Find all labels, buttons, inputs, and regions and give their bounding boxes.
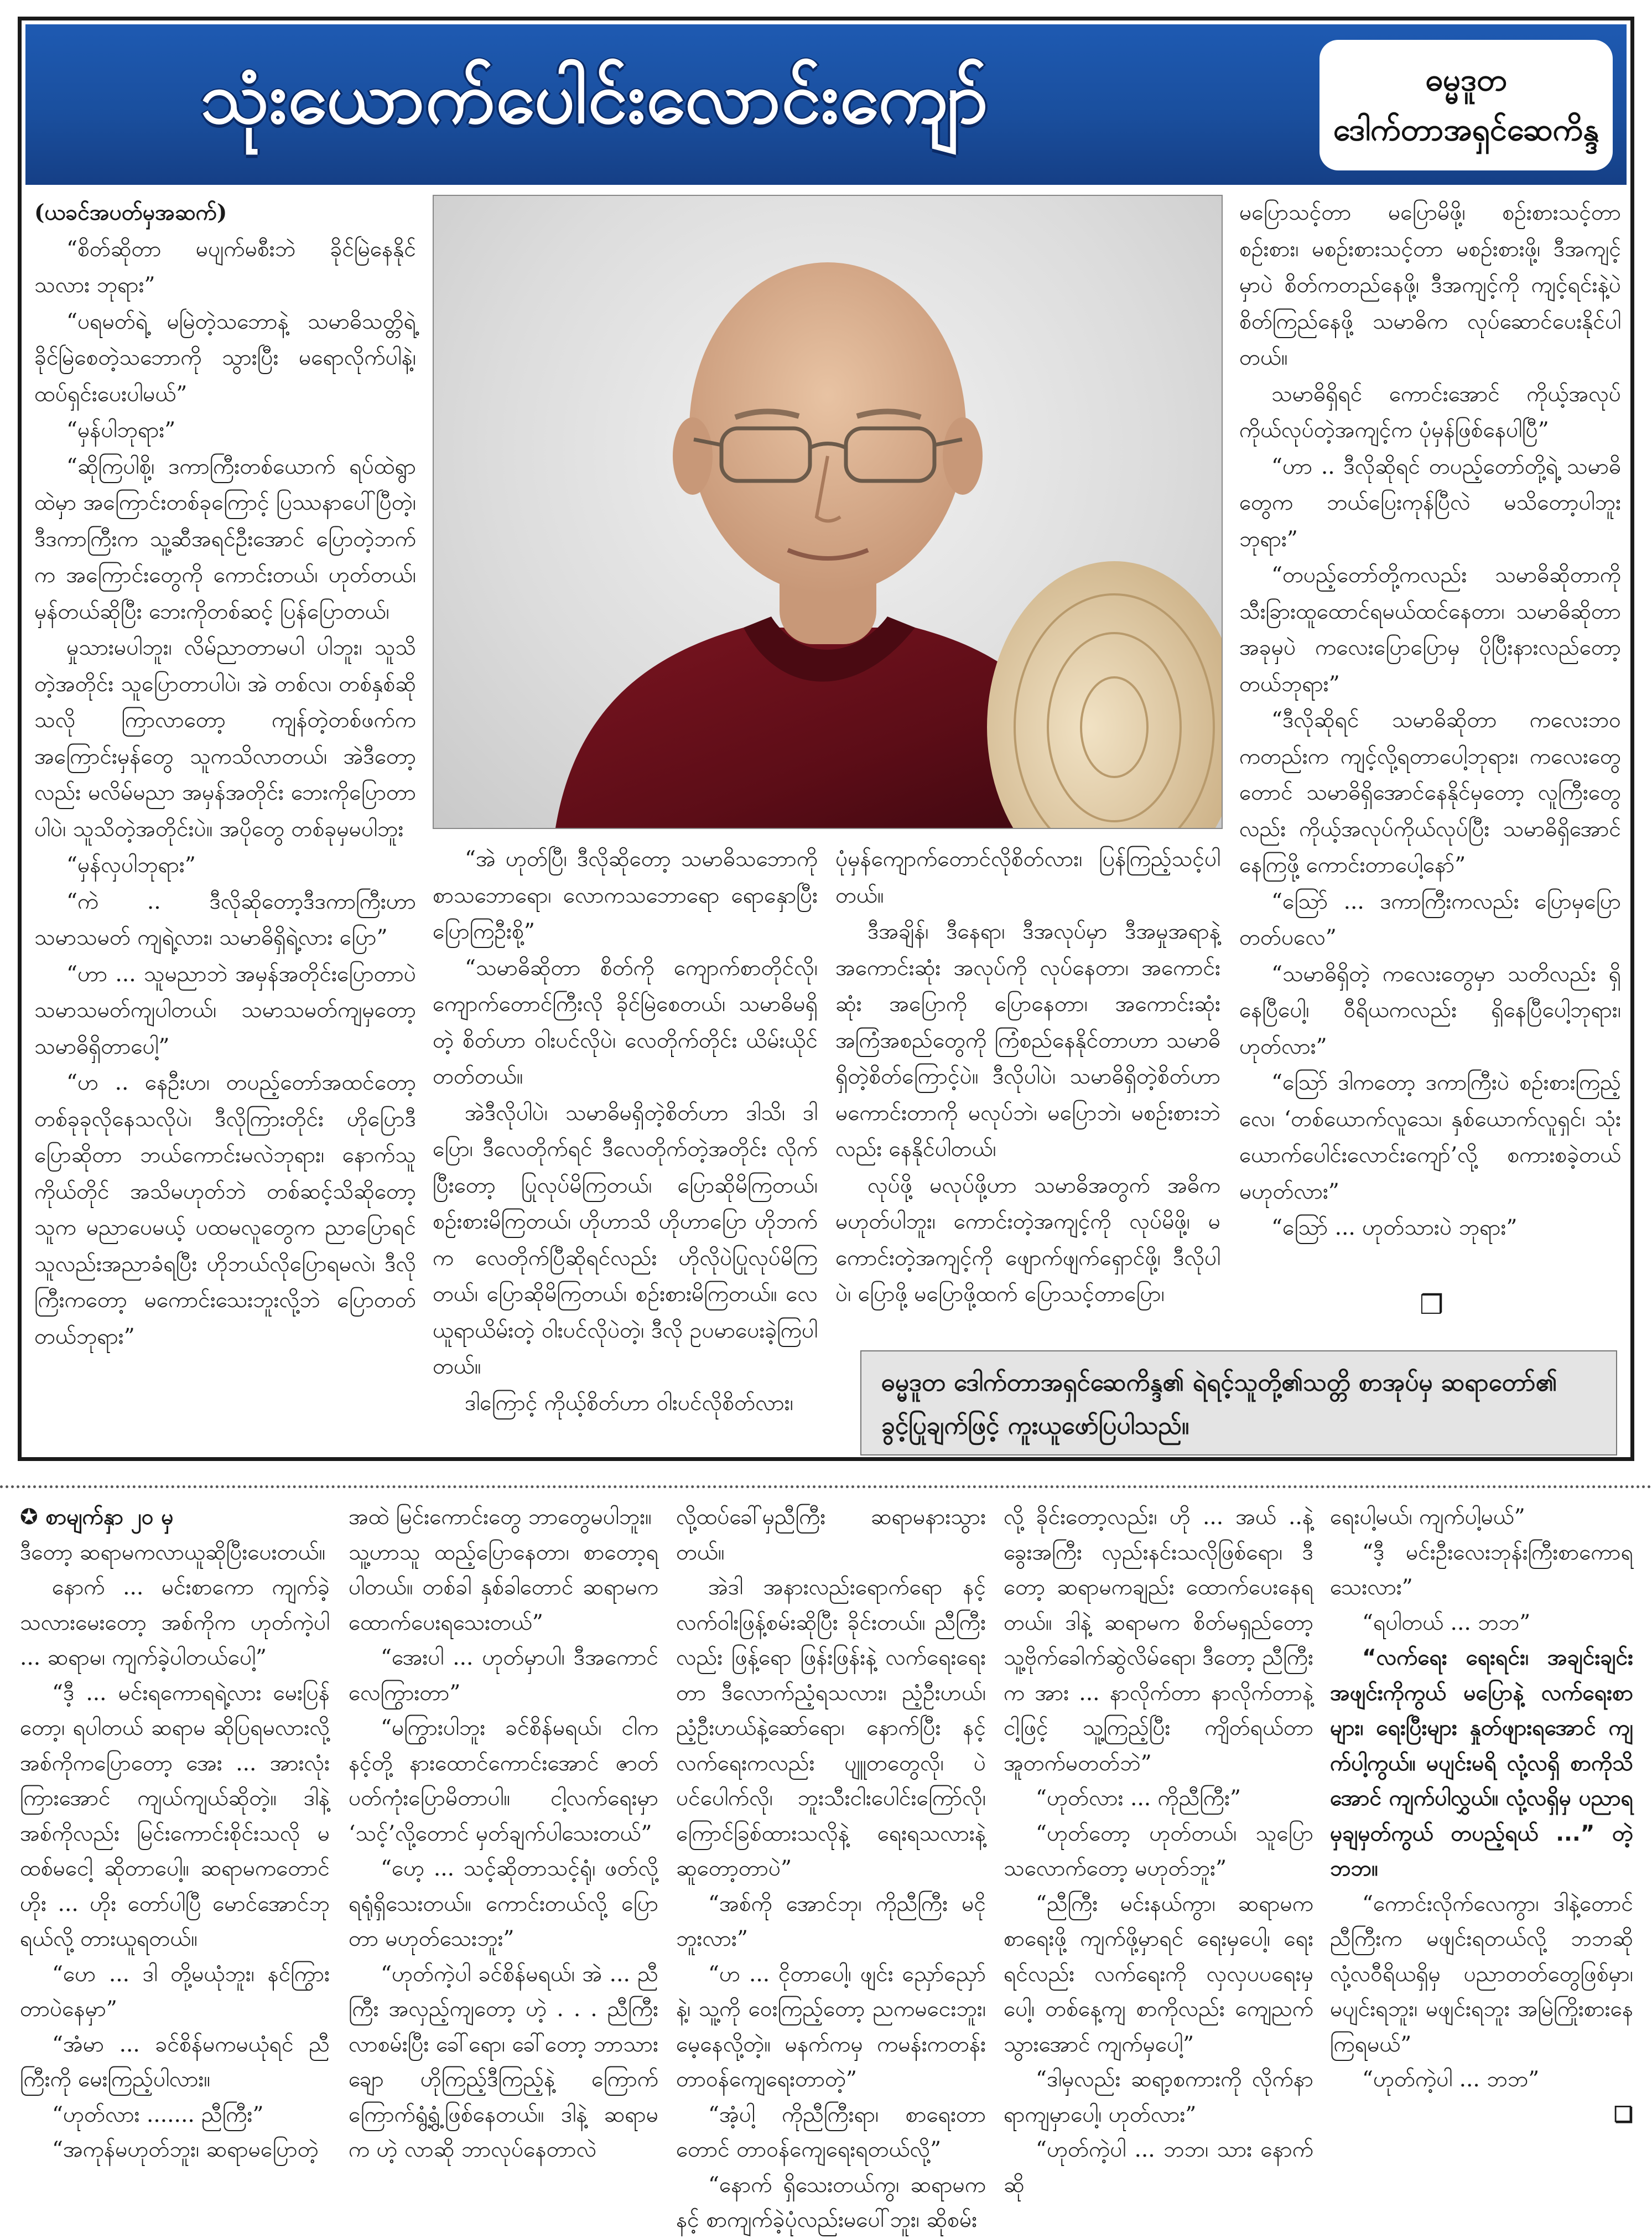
story-column-4 (1004, 1500, 1313, 2203)
article-column-4 (1239, 195, 1621, 1246)
continued-from: ✪ စာမျက်နှာ ၂၀ မှ (20, 1505, 174, 1530)
paragraph: “ဟုတ်ကဲ့ပါ ... ဘဘ” (1362, 2067, 1540, 2092)
paragraph: လုပ်ဖို့ မလုပ်ဖို့ဟာ သမာဓိအတွက် အဓိကမဟုတ်ပါဘူး၊ ကောင်းတဲ့အကျင့်ကို လုပ်မိဖို့၊ မကောင်းတဲ့အကျင့်ကို ဖျောက်ဖျက်ရှောင်ဖို့၊ ဒီလိုပါပဲ၊ ပြောဖို့ မပြောဖို့ထက် ပြောသင့်တာပြော၊ (835, 1173, 1220, 1307)
paragraph: “အကုန်မဟုတ်ဘူး၊ ဆရာမပြောတဲ့ (52, 2137, 319, 2162)
paragraph: နောက် ... မင်းစာကော ကျက်ခဲ့သလားမေးတော့ အစ်ကိုက ဟုတ်ကဲ့ပါ ... ဆရာမ၊ ကျက်ခဲ့ပါတယ်ပေါ့” (20, 1575, 330, 1670)
paragraph: “သြော် ... ဟုတ်သားပဲ ဘုရား” (1271, 1215, 1518, 1240)
article-title: သုံးယောက်ပေါင်းလောင်းကျော် (200, 56, 989, 139)
paragraph: “ပရမတ်ရဲ့ မမြဲတဲ့သဘောနဲ့ သမာဓိသတ္တိရဲ့ ခိုင်မြဲစေတဲ့သဘောကို သွားပြီး မရောလိုက်ပါနဲ့၊ ထပ်ရှင်းပေးပါမယ်” (34, 309, 416, 407)
paragraph: “သမာဓိရှိတဲ့ ကလေးတွေမှာ သတိလည်း ရှိနေပြီပေါ့၊ ဝီရိယကလည်း ရှိနေပြီပေါ့ဘုရား၊ ဟုတ်လား” (1239, 961, 1621, 1059)
paragraph: ရေးပါ့မယ်၊ ကျက်ပါ့မယ်” (1330, 1505, 1525, 1530)
paragraph: မပြောသင့်တာ မပြောမိဖို့၊ စဉ်းစားသင့်တာ စဉ်းစား၊ မစဉ်းစားသင့်တာ မစဉ်းစားဖို့၊ ဒီအကျင့်မှာပဲ စိတ်ကတည်နေဖို့၊ ဒီအကျင့်ကို ကျင့်ရင်းနဲ့ပဲ စိတ်ကြည်နေဖို့ သမာဓိက လုပ်ဆောင်ပေးနိုင်ပါတယ်။ (1239, 200, 1621, 370)
paragraph: “အေးပါ ... ဟုတ်မှာပါ၊ ဒီအကောင်လေကြွားတာ” (349, 1645, 658, 1706)
author-byline (1319, 40, 1613, 170)
source-caption: ဓမ္မဒူတ ဒေါက်တာအရှင်ဆေကိန္ဒ၏ ရဲရင့်သူတို့၏သတ္တိ စာအုပ်မှ ဆရာတော်၏ ခွင့်ပြုချက်ဖြင့် ကူးယူဖော်ပြပါသည်။ (860, 1350, 1617, 1455)
paragraph: “ဟ .. နေဦးဟ၊ တပည့်တော်အထင်တော့ တစ်ခုခုလိုနေသလိုပဲ၊ ဒီလိုကြားတိုင်း ဟိုပြောဒီပြောဆိုတာ ဘယ်ကောင်းမလဲဘုရား၊ နောက်သူကိုယ်တိုင် အသိမဟုတ်ဘဲ တစ်ဆင့်သိဆိုတော့ သူက မညာပေမယ့် ပထမလူတွေက ညာပြောရင် သူလည်းအညာခံရပြီး ဟိုဘယ်လိုပြောရမလဲ၊ ဒီလိုကြီးကတော့ မကောင်းသေးဘူးလို့ဘဲ ပြောတတ်တယ်ဘုရား” (34, 1070, 416, 1349)
paragraph: “အစ်ကို အောင်ဘု၊ ကိုညီကြီး မငိုဘူးလား” (676, 1891, 986, 1951)
paragraph: “ဟုတ်လား ....... ညီကြီး” (52, 2102, 264, 2127)
paragraph: “ဟေ့ ... သင့်ဆိုတာသင့်ရုံ၊ ဖတ်လို့ရရုံရှိသေးတယ်။ ကောင်းတယ်လို့ ပြောတာ မဟုတ်သေးဘူး” (349, 1856, 658, 1951)
paragraph: “ဟာ ... သူမညာဘဲ အမှန်အတိုင်းပြောတာပဲ သမာသမတ်ကျပါတယ်၊ သမာသမတ်ကျမှတော့ သမာဓိရှိတာပေါ့” (34, 961, 416, 1059)
story-column-2 (349, 1500, 658, 2168)
paragraph: သူ့ဟာသူ ထည့်ပြောနေတာ၊ စာတော့ရပါတယ်။ တစ်ခါ နှစ်ခါတောင် ဆရာမကထောက်ပေးရသေးတယ်” (349, 1540, 658, 1635)
paragraph: “ဟ ... ငိုတာပေါ့၊ ဖျင်း ညှော်ညှော်နဲ့၊ သူ့ကို ဝေးကြည့်တော့ ညကမငေးဘူး၊ မေ့နေလို့တဲ့။ မနက်ကမှ ကမန်းကတန်း တာဝန်ကျေရေးတာတဲ့” (676, 1961, 986, 2092)
article-column-2 (433, 841, 818, 1421)
paragraph: “ဟုတ်လား ... ကိုညီကြီး” (1036, 1786, 1241, 1811)
paragraph: မှုသားမပါဘူး၊ လိမ်ညာတာမပါ ပါဘူး၊ သူသိတဲ့အတိုင်း သူပြောတာပါပဲ၊ အဲ တစ်လ၊ တစ်နှစ်ဆိုသလို ကြာလာတော့ ကျန်တဲ့တစ်ဖက်က အကြောင်းမှန်တွေ သူကသိလာတယ်၊ အဲဒီတော့လည်း မလိမ်မညာ အမှန်အတိုင်း ဘေးကိုပြောတာပါပဲ၊ သူသိတဲ့အတိုင်းပဲ။ အပိုတွေ တစ်ခုမှမပါဘူး (34, 635, 416, 842)
paragraph: “ညီကြီး မင်းနယ်ကွာ၊ ဆရာမက စာရေးဖို့ ကျက်ဖို့မှာရင် ရေးမှပေါ့၊ ရေးရင်လည်း လက်ရေးကို လှလှပပရေးမှပေါ့၊ တစ်နေ့ကျ စာကိုလည်း ကျေညက်သွားအောင် ကျက်မှပေါ့” (1004, 1891, 1313, 2057)
paragraph: “မှန်ပါဘုရား” (66, 418, 176, 443)
paragraph: “အဲ ဟုတ်ပြီ၊ ဒီလိုဆိုတော့ သမာဓိသဘောကို စာသဘောရော၊ လောကသဘောရော ရောနှောပြီး ပြောကြဦးစို့” (433, 847, 818, 944)
paragraph: ဒါကြောင့် ကိုယ့်စိတ်ဟာ ဝါးပင်လိုစိတ်လား၊ (465, 1390, 793, 1416)
paragraph: “စိတ်ဆိုတာ မပျက်မစီးဘဲ ခိုင်မြဲနေနိုင်သလား ဘုရား” (34, 236, 416, 298)
paragraph: “ဒီ့ ... မင်းရကောရရဲ့လား မေးပြန်တော့၊ ရပါတယ် ဆရာမ ဆိုပြရမလားလို့ အစ်ကိုကပြောတော့ အေး ... အားလုံးကြားအောင် ကျယ်ကျယ်ဆိုတဲ့။ ဒါနဲ့ အစ်ကိုလည်း မြင်းကောင်းစိုင်းသလို မထစ်မငေါ့ ဆိုတာပေါ့။ ဆရာမကတောင် ဟိုး ... ဟိုး တော်ပါပြီ မောင်အောင်ဘုရယ်လို့ တားယူရတယ်။ (20, 1680, 330, 1951)
paragraph: “သမာဓိဆိုတာ စိတ်ကို ကျောက်စာတိုင်လို၊ ကျောက်တောင်ကြီးလို ခိုင်မြဲစေတယ်၊ သမာဓိမရှိတဲ့ စိတ်ဟာ ဝါးပင်လိုပဲ၊ လေတိုက်တိုင်း ယိမ်းယိုင်တတ်တယ်။ (433, 955, 818, 1089)
paragraph: “ဒီ့ မင်းဦးလေးဘုန်းကြီးစာကောရသေးလား” (1330, 1540, 1633, 1600)
paragraph: အဲဒါ အနားလည်းရောက်ရော နင့်လက်ဝါးဖြန့်စမ်းဆိုပြီး ခိုင်းတယ်။ ညီကြီးလည်း ဖြန့်ရော ဖြန်းဖြန်းနဲ့ လက်ရေးရေးတာ ဒီလောက်ညံ့ရသလား၊ ညံ့ဦးဟယ်၊ ညံ့ဦးဟယ်နဲ့ဆော်ရော၊ နောက်ပြီး နင့်လက်ရေးကလည်း ပျူတတွေလို၊ ပဲပင်ပေါက်လို၊ ဘူးသီးငါးပေါင်းကြော်လို၊ ကြောင်ခြစ်ထားသလိုနဲ့ ရေးရသလားနဲ့ ဆူတော့တာပဲ” (676, 1575, 986, 1881)
paragraph: လို့ထပ်ခေါ်မှညီကြီး ဆရာမနားသွားတယ်။ (676, 1505, 986, 1565)
paragraph: သမာဓိရှိရင် ကောင်းအောင် ကိုယ့်အလုပ်ကိုယ်လုပ်တဲ့အကျင့်က ပုံမှန်ဖြစ်နေပါပြီ” (1239, 381, 1621, 443)
paragraph: “မှန်လှပါဘုရား” (66, 853, 196, 878)
continued-note: (ယခင်အပတ်မှအဆက်) (34, 200, 227, 225)
paragraph: “ဟုတ်ကဲ့ပါ ခင်စိန်မရယ်၊ အဲ ... ညီကြီး အလှည့်ကျတော့ ဟဲ့ . . . ညီကြီး လာစမ်းပြီး ခေါ်ရော၊ ခေါ်တော့ ဘာသားချော ဟိုကြည့်ဒီကြည့်နဲ့ ကြောက်ကြောက်ရွံ့ရွံ့ဖြစ်နေတယ်။ ဒါနဲ့ ဆရာမက ဟဲ့ လာဆို ဘာလုပ်နေတာလဲ (349, 1961, 658, 2162)
story-end-mark: ❏ (1614, 2101, 1633, 2127)
paragraph: “ကောင်းလိုက်လေကွာ၊ ဒါနဲ့တောင် ညီကြီးက မဖျင်းရတယ်လို့ ဘဘဆို လုံ့လဝီရိယရှိမှ ပညာတတ်တွေဖြစ်မှာ၊ မပျင်းရဘူး၊ မဖျင်းရဘူး အမြဲကြိုးစားနေကြရမယ်” (1330, 1891, 1633, 2057)
paragraph: “သြော် ... ဒကာကြီးကလည်း ပြောမှပြောတတ်ပလေ” (1239, 889, 1621, 950)
paragraph: လို့ ခိုင်းတော့လည်း၊ ဟို ... အယ် ..နဲ့ ခွေးအကြီး လှည်းနင်းသလိုဖြစ်ရော၊ ဒီတော့ ဆရာမကချည်း ထောက်ပေးနေရတယ်။ ဒါနဲ့ ဆရာမက စိတ်မရှည်တော့ သူ့ဗိုက်ခေါက်ဆွဲလိမ်ရော၊ ဒီတော့ ညီကြီးက အား ... နာလိုက်တာ နာလိုက်တာနဲ့ ငါ့ဖြင့် သူ့ကြည့်ပြီး ကျိတ်ရယ်တာ အူတက်မတတ်ဘဲ” (1004, 1505, 1313, 1776)
paragraph: “ကဲ .. ဒီလိုဆိုတော့ဒီဒကာကြီးဟာ သမာသမတ် ကျရဲ့လား၊ သမာဓိရှိရဲ့လား ပြော” (34, 889, 416, 950)
portrait-photo (433, 195, 1223, 829)
paragraph: “နောက် ရှိသေးတယ်ကွ၊ ဆရာမက နင့် စာကျက်ခဲ့ပုံလည်းမပေါ်ဘူး၊ ဆိုစမ်း (676, 2172, 986, 2232)
section-divider (0, 1485, 1652, 1488)
monk-portrait-illustration (434, 196, 1222, 828)
article-column-1 (34, 195, 416, 1355)
paragraph: အဲဒီလိုပါပဲ၊ သမာဓိမရှိတဲ့စိတ်ဟာ ဒါသိ၊ ဒါပြော၊ ဒီလေတိုက်ရင် ဒီလေတိုက်တဲ့အတိုင်း လိုက်ပြီးတော့ ပြုလုပ်မိကြတယ်၊ ပြောဆိုမိကြတယ်၊ စဉ်းစားမိကြတယ်၊ ဟိုဟာသိ ဟိုဟာပြော ဟိုဘက်က လေတိုက်ပြီဆိုရင်လည်း ဟိုလိုပဲပြုလုပ်မိကြတယ်၊ ပြောဆိုမိကြတယ်၊ စဉ်းစားမိကြတယ်။ လေယူရာယိမ်းတဲ့ ဝါးပင်လိုပဲတဲ့၊ ဒီလို ဥပမာပေးခဲ့ကြပါတယ်။ (433, 1100, 818, 1379)
author-name: ဒေါက်တာအရှင်ဆေကိန္ဒ (1333, 112, 1599, 148)
article-end-mark: ❒ (1420, 1289, 1444, 1320)
paragraph: “ဟုတ်ကဲ့ပါ ... ဘဘ၊ သား နောက်ဆို (1004, 2137, 1313, 2198)
story-column-1 (20, 1500, 330, 2168)
story-column-5 (1330, 1500, 1633, 2132)
paragraph: “ဒီလိုဆိုရင် သမာဓိဆိုတာ ကလေးဘဝကတည်းက ကျင့်လို့ရတာပေါ့ဘုရား၊ ကလေးတွေတောင် သမာဓိရှိအောင်နေနိုင်မှတော့ လူကြီးတွေလည်း ကိုယ့်အလုပ်ကိုယ်လုပ်ပြီး သမာဓိရှိအောင်နေကြဖို့ ကောင်းတာပေါ့နော်” (1239, 708, 1621, 878)
paragraph: ဒီအချိန်၊ ဒီနေရာ၊ ဒီအလုပ်မှာ ဒီအမှုအရာနဲ့ အကောင်းဆုံး အလုပ်ကို လုပ်နေတာ၊ အကောင်းဆုံး အပြောကို ပြောနေတာ၊ အကောင်းဆုံး အကြံအစည်တွေကို ကြံစည်နေနိုင်တာဟာ သမာဓိရှိတဲ့စိတ်ကြောင့်ပဲ။ ဒီလိုပါပဲ၊ သမာဓိရှိတဲ့စိတ်ဟာ မကောင်းတာကို မလုပ်ဘဲ၊ မပြောဘဲ၊ မစဉ်းစားဘဲလည်း နေနိုင်ပါတယ်၊ (835, 919, 1220, 1162)
paragraph: “အံ့ပါ့ ကိုညီကြီးရာ၊ စာရေးတာတောင် တာဝန်ကျေရေးရတယ်လို့” (676, 2102, 986, 2162)
paragraph: “ဆိုကြပါစို့၊ ဒကာကြီးတစ်ယောက် ရပ်ထဲရွာထဲမှာ အကြောင်းတစ်ခုကြောင့် ပြဿနာပေါ်ပြီတဲ့၊ ဒီဒကာကြီးက သူ့ဆီအရင်ဦးအောင် ပြောတဲ့ဘက်က အကြောင်းတွေကို ကောင်းတယ်၊ ဟုတ်တယ်၊ မှန်တယ်ဆိုပြီး ဘေးကိုတစ်ဆင့် ပြန်ပြောတယ်၊ (34, 454, 416, 624)
paragraph: အထဲ မြင်းကောင်းတွေ ဘာတွေမပါဘူး။ (349, 1505, 652, 1530)
paragraph: ပုံမှန်ကျောက်တောင်လိုစိတ်လား၊ ပြန်ကြည့်သင့်ပါတယ်။ (835, 847, 1220, 908)
poem-verse: “လက်ရေး ရေးရင်း၊ အချင်းချင်း အဖျင်းကိုကွယ် မပြောနဲ့ လက်ရေးစာများ၊ ရေးပြီးများ နှုတ်ဖျားရအောင် ကျက်ပါ့ကွယ်။ မပျင်းမရိ လုံ့လရှိ စာကိုသိအောင် ကျက်ပါလွှယ်။ လုံ့လရှိမှ ပညာရ မှချမှတ်ကွယ် တပည့်ရယ် ...” တဲ့ ဘဘ။ (1330, 1645, 1633, 1881)
paragraph: ဒီတော့ ဆရာမကလာယူဆိုပြီးပေးတယ်။ (20, 1540, 326, 1565)
paragraph: “ဟေ ... ဒါ တို့မယုံဘူး၊ နင်ကြွားတာပဲနေမှာ” (20, 1961, 330, 2022)
paragraph: “အံမာ ... ခင်စိန်မကမယုံရင် ညီကြီးကို မေးကြည့်ပါလား။ (20, 2032, 330, 2092)
paragraph: “သြော် ဒါကတော့ ဒကာကြီးပဲ စဉ်းစားကြည့်လေ၊ ‘တစ်ယောက်လူသေ၊ နှစ်ယောက်လူရှင်၊ သုံးယောက်ပေါင်းလောင်းကျော်’လို့ စကားစခဲ့တယ် မဟုတ်လား” (1239, 1070, 1621, 1204)
paragraph: “ဟာ .. ဒီလိုဆိုရင် တပည့်တော်တို့ရဲ့ သမာဓိတွေက ဘယ်ပြေးကုန်ပြီလဲ မသိတော့ပါဘူး ဘုရား” (1239, 454, 1621, 552)
paragraph: “မကြွားပါဘူး ခင်စိန်မရယ်၊ ငါက နင့်တို့ နားထောင်ကောင်းအောင် ဇာတ်ပတ်ကုံးပြောမိတာပါ။ ငါ့လက်ရေးမှာ ‘သင့်’လို့တောင် မှတ်ချက်ပါသေးတယ်” (349, 1716, 658, 1846)
article-column-3 (835, 841, 1220, 1313)
paragraph: “ရပါတယ် ... ဘဘ” (1362, 1610, 1531, 1635)
paragraph: “ဟုတ်တော့ ဟုတ်တယ်၊ သူပြောသလောက်တော့ မဟုတ်ဘူး” (1004, 1821, 1313, 1881)
author-title: ဓမ္မဒူတ (1425, 62, 1507, 98)
paragraph: “ဒါမှလည်း ဆရာ့စကားကို လိုက်နာရာကျမှာပေါ့၊ ဟုတ်လား” (1004, 2067, 1313, 2127)
story-column-3 (676, 1500, 986, 2238)
paragraph: “တပည့်တော်တို့ကလည်း သမာဓိဆိုတာကို သီးခြားထူထောင်ရမယ်ထင်နေတာ၊ သမာဓိဆိုတာ အခုမှပဲ ကလေးပြောပြောမှ ပိုပြီးနားလည်တော့တယ်ဘုရား” (1239, 563, 1621, 697)
